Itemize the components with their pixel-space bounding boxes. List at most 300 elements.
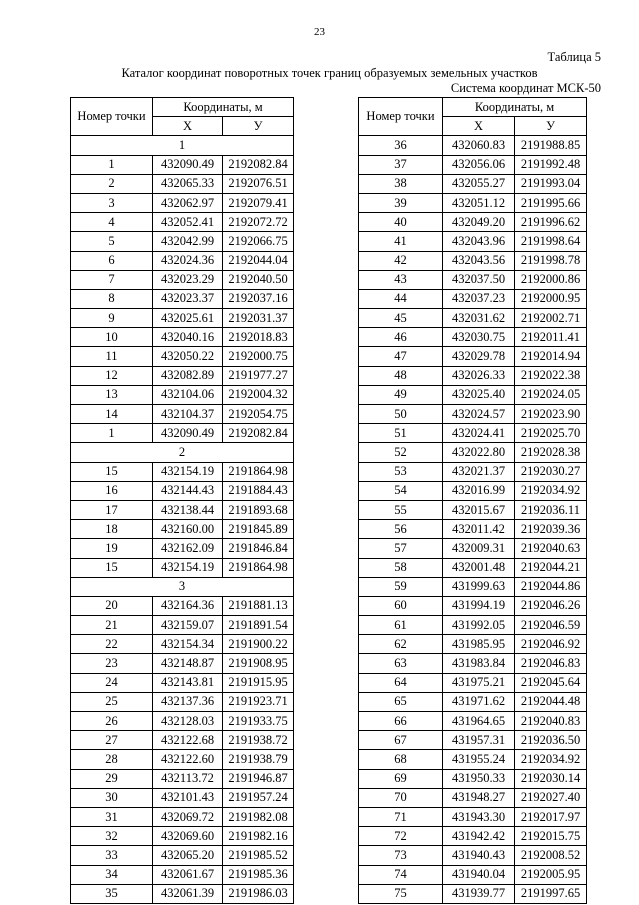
table-row	[359, 654, 587, 673]
point-number-cell: 10	[71, 328, 153, 347]
table-row	[71, 462, 294, 481]
point-number-cell: 31	[71, 807, 153, 826]
x-coordinate-cell: 432052.41	[153, 213, 223, 232]
point-number-cell: 28	[71, 750, 153, 769]
y-coordinate-cell: 2191982.16	[223, 827, 294, 846]
x-coordinate-cell: 432122.68	[153, 731, 223, 750]
table-row	[71, 558, 294, 577]
x-coordinate-cell: 432138.44	[153, 500, 223, 519]
y-coordinate-cell: 2192044.04	[223, 251, 294, 270]
x-coordinate-cell: 432101.43	[153, 788, 223, 807]
x-coordinate-cell: 431964.65	[443, 712, 515, 731]
y-coordinate-cell: 2192040.83	[515, 712, 587, 731]
y-coordinate-cell: 2192027.40	[515, 788, 587, 807]
table-row	[359, 520, 587, 539]
x-coordinate-cell: 432031.62	[443, 309, 515, 328]
x-coordinate-cell: 432024.36	[153, 251, 223, 270]
table-row	[71, 865, 294, 884]
y-coordinate-cell: 2191998.78	[515, 251, 587, 270]
header-coordinates: Координаты, м	[153, 98, 294, 117]
x-coordinate-cell: 432009.31	[443, 539, 515, 558]
table-body-right	[359, 136, 587, 904]
point-number-cell: 9	[71, 309, 153, 328]
point-number-cell: 18	[71, 520, 153, 539]
table-row	[71, 884, 294, 903]
x-coordinate-cell: 432050.22	[153, 347, 223, 366]
y-coordinate-cell: 2192000.86	[515, 270, 587, 289]
table-row	[71, 692, 294, 711]
y-coordinate-cell: 2192082.84	[223, 424, 294, 443]
point-number-cell: 37	[359, 155, 443, 174]
point-number-cell: 67	[359, 731, 443, 750]
y-coordinate-cell: 2192028.38	[515, 443, 587, 462]
x-coordinate-cell: 432113.72	[153, 769, 223, 788]
point-number-cell: 44	[359, 289, 443, 308]
table-row	[71, 251, 294, 270]
table-row	[359, 635, 587, 654]
y-coordinate-cell: 2191996.62	[515, 213, 587, 232]
point-number-cell: 32	[71, 827, 153, 846]
point-number-cell: 14	[71, 405, 153, 424]
y-coordinate-cell: 2191864.98	[223, 462, 294, 481]
point-number-cell: 30	[71, 788, 153, 807]
y-coordinate-cell: 2191846.84	[223, 539, 294, 558]
y-coordinate-cell: 2192023.90	[515, 405, 587, 424]
x-coordinate-cell: 431992.05	[443, 616, 515, 635]
table-row	[359, 500, 587, 519]
point-number-cell: 39	[359, 193, 443, 212]
y-coordinate-cell: 2192040.50	[223, 270, 294, 289]
x-coordinate-cell: 431985.95	[443, 635, 515, 654]
y-coordinate-cell: 2192011.41	[515, 328, 587, 347]
y-coordinate-cell: 2192046.26	[515, 596, 587, 615]
point-number-cell: 1	[71, 155, 153, 174]
y-coordinate-cell: 2192044.48	[515, 692, 587, 711]
y-coordinate-cell: 2192004.32	[223, 385, 294, 404]
y-coordinate-cell: 2192037.16	[223, 289, 294, 308]
section-row	[71, 443, 294, 462]
x-coordinate-cell: 431999.63	[443, 577, 515, 596]
x-coordinate-cell: 432061.67	[153, 865, 223, 884]
point-number-cell: 24	[71, 673, 153, 692]
point-number-cell: 50	[359, 405, 443, 424]
point-number-cell: 3	[71, 193, 153, 212]
y-coordinate-cell: 2192046.83	[515, 654, 587, 673]
table-row	[71, 769, 294, 788]
x-coordinate-cell: 432144.43	[153, 481, 223, 500]
table-row	[71, 193, 294, 212]
table-row	[71, 596, 294, 615]
table-row	[71, 731, 294, 750]
y-coordinate-cell: 2191995.66	[515, 193, 587, 212]
table-row	[359, 462, 587, 481]
point-number-cell: 63	[359, 654, 443, 673]
table-row	[359, 366, 587, 385]
x-coordinate-cell: 432001.48	[443, 558, 515, 577]
table-row	[71, 654, 294, 673]
table-row	[359, 213, 587, 232]
table-row	[359, 289, 587, 308]
x-coordinate-cell: 432016.99	[443, 481, 515, 500]
y-coordinate-cell: 2192017.97	[515, 807, 587, 826]
table-row	[359, 692, 587, 711]
table-row	[359, 673, 587, 692]
y-coordinate-cell: 2191982.08	[223, 807, 294, 826]
x-coordinate-cell: 432128.03	[153, 712, 223, 731]
table-row	[71, 174, 294, 193]
header-x: X	[443, 117, 515, 136]
x-coordinate-cell: 432160.00	[153, 520, 223, 539]
table-row	[71, 155, 294, 174]
x-coordinate-cell: 431942.42	[443, 827, 515, 846]
x-coordinate-cell: 432062.97	[153, 193, 223, 212]
y-coordinate-cell: 2191988.85	[515, 136, 587, 155]
table-row	[359, 577, 587, 596]
table-row	[71, 385, 294, 404]
table-row	[71, 807, 294, 826]
header-coordinates: Координаты, м	[443, 98, 587, 117]
point-number-cell: 57	[359, 539, 443, 558]
x-coordinate-cell: 432023.37	[153, 289, 223, 308]
point-number-cell: 59	[359, 577, 443, 596]
coordinates-table-right	[358, 97, 587, 904]
point-number-cell: 49	[359, 385, 443, 404]
coordinate-system-label: Система координат МСК-50	[450, 81, 601, 95]
point-number-cell: 22	[71, 635, 153, 654]
y-coordinate-cell: 2192036.50	[515, 731, 587, 750]
y-coordinate-cell: 2192005.95	[515, 865, 587, 884]
y-coordinate-cell: 2192030.27	[515, 462, 587, 481]
point-number-cell: 11	[71, 347, 153, 366]
point-number-cell: 6	[71, 251, 153, 270]
point-number-cell: 53	[359, 462, 443, 481]
table-row	[359, 251, 587, 270]
table-row	[71, 788, 294, 807]
table-row	[359, 174, 587, 193]
point-number-cell: 26	[71, 712, 153, 731]
y-coordinate-cell: 2192002.71	[515, 309, 587, 328]
x-coordinate-cell: 432069.72	[153, 807, 223, 826]
x-coordinate-cell: 432037.50	[443, 270, 515, 289]
table-row	[359, 155, 587, 174]
y-coordinate-cell: 2192072.72	[223, 213, 294, 232]
table-row	[71, 616, 294, 635]
y-coordinate-cell: 2192000.75	[223, 347, 294, 366]
y-coordinate-cell: 2191977.27	[223, 366, 294, 385]
header-y: У	[515, 117, 587, 136]
y-coordinate-cell: 2192046.59	[515, 616, 587, 635]
point-number-cell: 75	[359, 884, 443, 903]
table-row	[359, 807, 587, 826]
point-number-cell: 42	[359, 251, 443, 270]
point-number-cell: 54	[359, 481, 443, 500]
y-coordinate-cell: 2191946.87	[223, 769, 294, 788]
table-row	[359, 481, 587, 500]
point-number-cell: 33	[71, 846, 153, 865]
x-coordinate-cell: 432040.16	[153, 328, 223, 347]
y-coordinate-cell: 2192030.14	[515, 769, 587, 788]
table-row	[71, 481, 294, 500]
point-number-cell: 62	[359, 635, 443, 654]
x-coordinate-cell: 431939.77	[443, 884, 515, 903]
table-row	[359, 865, 587, 884]
table-row	[359, 558, 587, 577]
y-coordinate-cell: 2192044.21	[515, 558, 587, 577]
y-coordinate-cell: 2191864.98	[223, 558, 294, 577]
table-row	[71, 635, 294, 654]
coordinates-table-left	[70, 97, 294, 904]
x-coordinate-cell: 432104.06	[153, 385, 223, 404]
table-row	[359, 884, 587, 903]
y-coordinate-cell: 2191993.04	[515, 174, 587, 193]
point-number-cell: 52	[359, 443, 443, 462]
y-coordinate-cell: 2191998.64	[515, 232, 587, 251]
x-coordinate-cell: 432025.61	[153, 309, 223, 328]
point-number-cell: 69	[359, 769, 443, 788]
point-number-cell: 1	[71, 424, 153, 443]
header-point-number: Номер точки	[359, 98, 443, 136]
y-coordinate-cell: 2192046.92	[515, 635, 587, 654]
table-row	[359, 328, 587, 347]
x-coordinate-cell: 432154.19	[153, 462, 223, 481]
x-coordinate-cell: 431971.62	[443, 692, 515, 711]
point-number-cell: 70	[359, 788, 443, 807]
x-coordinate-cell: 431948.27	[443, 788, 515, 807]
x-coordinate-cell: 432104.37	[153, 405, 223, 424]
y-coordinate-cell: 2191938.72	[223, 731, 294, 750]
point-number-cell: 66	[359, 712, 443, 731]
y-coordinate-cell: 2192040.63	[515, 539, 587, 558]
table-row	[71, 846, 294, 865]
x-coordinate-cell: 432065.20	[153, 846, 223, 865]
point-number-cell: 41	[359, 232, 443, 251]
table-row	[71, 750, 294, 769]
section-label: 2	[71, 443, 294, 462]
table-row	[359, 424, 587, 443]
y-coordinate-cell: 2191992.48	[515, 155, 587, 174]
table-row	[359, 347, 587, 366]
x-coordinate-cell: 432143.81	[153, 673, 223, 692]
x-coordinate-cell: 432148.87	[153, 654, 223, 673]
table-row	[71, 270, 294, 289]
x-coordinate-cell: 432069.60	[153, 827, 223, 846]
y-coordinate-cell: 2192044.86	[515, 577, 587, 596]
x-coordinate-cell: 431994.19	[443, 596, 515, 615]
table-row	[71, 424, 294, 443]
y-coordinate-cell: 2192082.84	[223, 155, 294, 174]
x-coordinate-cell: 432061.39	[153, 884, 223, 903]
table-row	[359, 309, 587, 328]
point-number-cell: 15	[71, 558, 153, 577]
x-coordinate-cell: 432037.23	[443, 289, 515, 308]
table-row	[359, 616, 587, 635]
x-coordinate-cell: 431975.21	[443, 673, 515, 692]
point-number-cell: 19	[71, 539, 153, 558]
x-coordinate-cell: 432065.33	[153, 174, 223, 193]
table-row	[359, 769, 587, 788]
table-row	[359, 846, 587, 865]
point-number-cell: 48	[359, 366, 443, 385]
y-coordinate-cell: 2192036.11	[515, 500, 587, 519]
y-coordinate-cell: 2192045.64	[515, 673, 587, 692]
table-row	[359, 136, 587, 155]
point-number-cell: 58	[359, 558, 443, 577]
section-row	[71, 577, 294, 596]
y-coordinate-cell: 2191900.22	[223, 635, 294, 654]
y-coordinate-cell: 2192025.70	[515, 424, 587, 443]
point-number-cell: 74	[359, 865, 443, 884]
x-coordinate-cell: 431940.43	[443, 846, 515, 865]
point-number-cell: 16	[71, 481, 153, 500]
y-coordinate-cell: 2191923.71	[223, 692, 294, 711]
table-row	[71, 232, 294, 251]
x-coordinate-cell: 432051.12	[443, 193, 515, 212]
header-x: X	[153, 117, 223, 136]
y-coordinate-cell: 2192039.36	[515, 520, 587, 539]
point-number-cell: 4	[71, 213, 153, 232]
table-row	[71, 328, 294, 347]
table-row	[71, 347, 294, 366]
table-row	[71, 405, 294, 424]
x-coordinate-cell: 432021.37	[443, 462, 515, 481]
table-row	[71, 539, 294, 558]
x-coordinate-cell: 432022.80	[443, 443, 515, 462]
x-coordinate-cell: 431957.31	[443, 731, 515, 750]
x-coordinate-cell: 432030.75	[443, 328, 515, 347]
point-number-cell: 51	[359, 424, 443, 443]
table-row	[359, 270, 587, 289]
header-y: У	[223, 117, 294, 136]
table-row	[359, 596, 587, 615]
x-coordinate-cell: 432029.78	[443, 347, 515, 366]
table-row	[359, 827, 587, 846]
table-row	[359, 788, 587, 807]
point-number-cell: 21	[71, 616, 153, 635]
point-number-cell: 20	[71, 596, 153, 615]
x-coordinate-cell: 432137.36	[153, 692, 223, 711]
y-coordinate-cell: 2191908.95	[223, 654, 294, 673]
point-number-cell: 72	[359, 827, 443, 846]
point-number-cell: 29	[71, 769, 153, 788]
table-row	[359, 539, 587, 558]
table-title: Каталог координат поворотных точек границ образуемых земельных участков	[121, 66, 538, 80]
table-row	[71, 213, 294, 232]
y-coordinate-cell: 2191985.36	[223, 865, 294, 884]
table-label: Таблица 5	[547, 50, 601, 64]
x-coordinate-cell: 432159.07	[153, 616, 223, 635]
section-label: 1	[71, 136, 294, 155]
point-number-cell: 15	[71, 462, 153, 481]
table-row	[71, 309, 294, 328]
x-coordinate-cell: 432154.19	[153, 558, 223, 577]
y-coordinate-cell: 2191997.65	[515, 884, 587, 903]
x-coordinate-cell: 432043.56	[443, 251, 515, 270]
point-number-cell: 36	[359, 136, 443, 155]
header-point-number: Номер точки	[71, 98, 153, 136]
table-row	[359, 405, 587, 424]
y-coordinate-cell: 2192022.38	[515, 366, 587, 385]
page-number: 23	[314, 26, 325, 38]
point-number-cell: 5	[71, 232, 153, 251]
x-coordinate-cell: 432026.33	[443, 366, 515, 385]
point-number-cell: 38	[359, 174, 443, 193]
point-number-cell: 17	[71, 500, 153, 519]
table-row	[71, 827, 294, 846]
y-coordinate-cell: 2192079.41	[223, 193, 294, 212]
x-coordinate-cell: 432024.57	[443, 405, 515, 424]
y-coordinate-cell: 2192031.37	[223, 309, 294, 328]
point-number-cell: 35	[71, 884, 153, 903]
point-number-cell: 64	[359, 673, 443, 692]
point-number-cell: 43	[359, 270, 443, 289]
y-coordinate-cell: 2192024.05	[515, 385, 587, 404]
x-coordinate-cell: 432060.83	[443, 136, 515, 155]
x-coordinate-cell: 432154.34	[153, 635, 223, 654]
table-body-left	[71, 136, 294, 904]
y-coordinate-cell: 2191915.95	[223, 673, 294, 692]
table-row	[71, 673, 294, 692]
y-coordinate-cell: 2192015.75	[515, 827, 587, 846]
table-row	[71, 366, 294, 385]
point-number-cell: 56	[359, 520, 443, 539]
y-coordinate-cell: 2192034.92	[515, 481, 587, 500]
table-row	[71, 520, 294, 539]
table-row	[359, 443, 587, 462]
y-coordinate-cell: 2192008.52	[515, 846, 587, 865]
point-number-cell: 12	[71, 366, 153, 385]
table-row	[359, 712, 587, 731]
y-coordinate-cell: 2191893.68	[223, 500, 294, 519]
table-row	[71, 712, 294, 731]
point-number-cell: 45	[359, 309, 443, 328]
x-coordinate-cell: 432162.09	[153, 539, 223, 558]
y-coordinate-cell: 2191933.75	[223, 712, 294, 731]
table-row	[71, 289, 294, 308]
y-coordinate-cell: 2191884.43	[223, 481, 294, 500]
x-coordinate-cell: 432049.20	[443, 213, 515, 232]
point-number-cell: 25	[71, 692, 153, 711]
x-coordinate-cell: 432055.27	[443, 174, 515, 193]
point-number-cell: 71	[359, 807, 443, 826]
point-number-cell: 46	[359, 328, 443, 347]
y-coordinate-cell: 2191891.54	[223, 616, 294, 635]
x-coordinate-cell: 431983.84	[443, 654, 515, 673]
x-coordinate-cell: 431950.33	[443, 769, 515, 788]
y-coordinate-cell: 2192018.83	[223, 328, 294, 347]
x-coordinate-cell: 432011.42	[443, 520, 515, 539]
table-row	[359, 193, 587, 212]
point-number-cell: 13	[71, 385, 153, 404]
section-label: 3	[71, 577, 294, 596]
x-coordinate-cell: 432042.99	[153, 232, 223, 251]
y-coordinate-cell: 2192034.92	[515, 750, 587, 769]
x-coordinate-cell: 431943.30	[443, 807, 515, 826]
point-number-cell: 8	[71, 289, 153, 308]
y-coordinate-cell: 2192000.95	[515, 289, 587, 308]
x-coordinate-cell: 432025.40	[443, 385, 515, 404]
point-number-cell: 7	[71, 270, 153, 289]
x-coordinate-cell: 432090.49	[153, 424, 223, 443]
point-number-cell: 73	[359, 846, 443, 865]
x-coordinate-cell: 432164.36	[153, 596, 223, 615]
x-coordinate-cell: 431955.24	[443, 750, 515, 769]
point-number-cell: 61	[359, 616, 443, 635]
y-coordinate-cell: 2191986.03	[223, 884, 294, 903]
point-number-cell: 55	[359, 500, 443, 519]
point-number-cell: 34	[71, 865, 153, 884]
table-row	[359, 750, 587, 769]
x-coordinate-cell: 432015.67	[443, 500, 515, 519]
